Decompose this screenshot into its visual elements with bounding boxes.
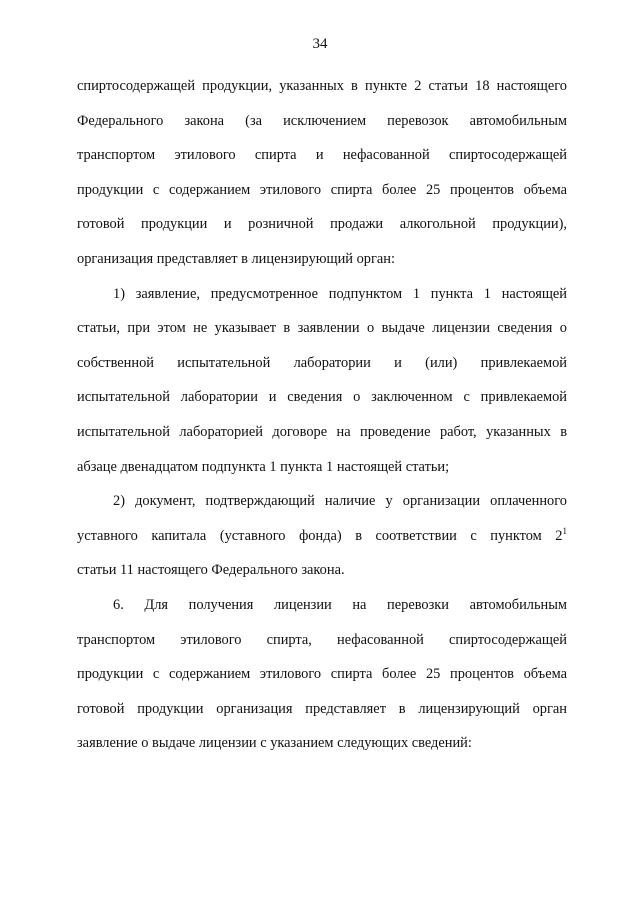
text-line: 2) документ, подтверждающий наличие у организации оплаченного xyxy=(113,493,567,510)
text-line: организация представляет в лицензирующий орган: xyxy=(77,250,395,267)
text-line: испытательной лаборатории и сведения о заключенном с привлекаемой xyxy=(77,389,567,406)
text-line: испытательной лабораторией договоре на проведение работ, указанных в xyxy=(77,423,567,440)
superscript: 1 xyxy=(562,525,567,536)
text-line: Федерального закона (за исключением перевозок автомобильным xyxy=(77,112,567,129)
text-line: продукции с содержанием этилового спирта более 25 процентов объема xyxy=(77,181,567,198)
text-line: готовой продукции и розничной продажи алкогольной продукции), xyxy=(77,216,567,233)
text-line: 6. Для получения лицензии на перевозки автомобильным xyxy=(113,596,567,613)
text-line: транспортом этилового спирта, нефасованной спиртосодержащей xyxy=(77,631,567,648)
text-line-body: уставного капитала (уставного фонда) в соответствии с пунктом 2 xyxy=(77,527,563,544)
text-line: спиртосодержащей продукции, указанных в пункте 2 статьи 18 настоящего xyxy=(77,78,567,94)
text-line: готовой продукции организация представляет в лицензирующий орган xyxy=(77,700,567,717)
text-line: продукции с содержанием этилового спирта более 25 процентов объема xyxy=(77,666,567,683)
text-line: 1) заявление, предусмотренное подпунктом 1 пункта 1 настоящей xyxy=(113,285,567,302)
text-line: собственной испытательной лаборатории и (или) привлекаемой xyxy=(77,354,567,371)
text-line-with-superscript xyxy=(77,519,567,554)
text-line: транспортом этилового спирта и нефасованной спиртосодержащей xyxy=(77,147,567,164)
text-line: статьи 11 настоящего Федерального закона. xyxy=(77,562,345,579)
text-line: заявление о выдаче лицензии с указанием следующих сведений: xyxy=(77,735,472,752)
document-body xyxy=(77,69,567,761)
text-line: статьи, при этом не указывает в заявлении о выдаче лицензии сведения о xyxy=(77,320,567,337)
paragraph-point-6 xyxy=(77,588,567,761)
paragraph-intro xyxy=(77,69,567,277)
paragraph-item-2 xyxy=(77,484,567,588)
text-line: абзаце двенадцатом подпункта 1 пункта 1 настоящей статьи; xyxy=(77,458,450,475)
page-number: 34 xyxy=(312,36,328,52)
paragraph-item-1 xyxy=(77,277,567,485)
